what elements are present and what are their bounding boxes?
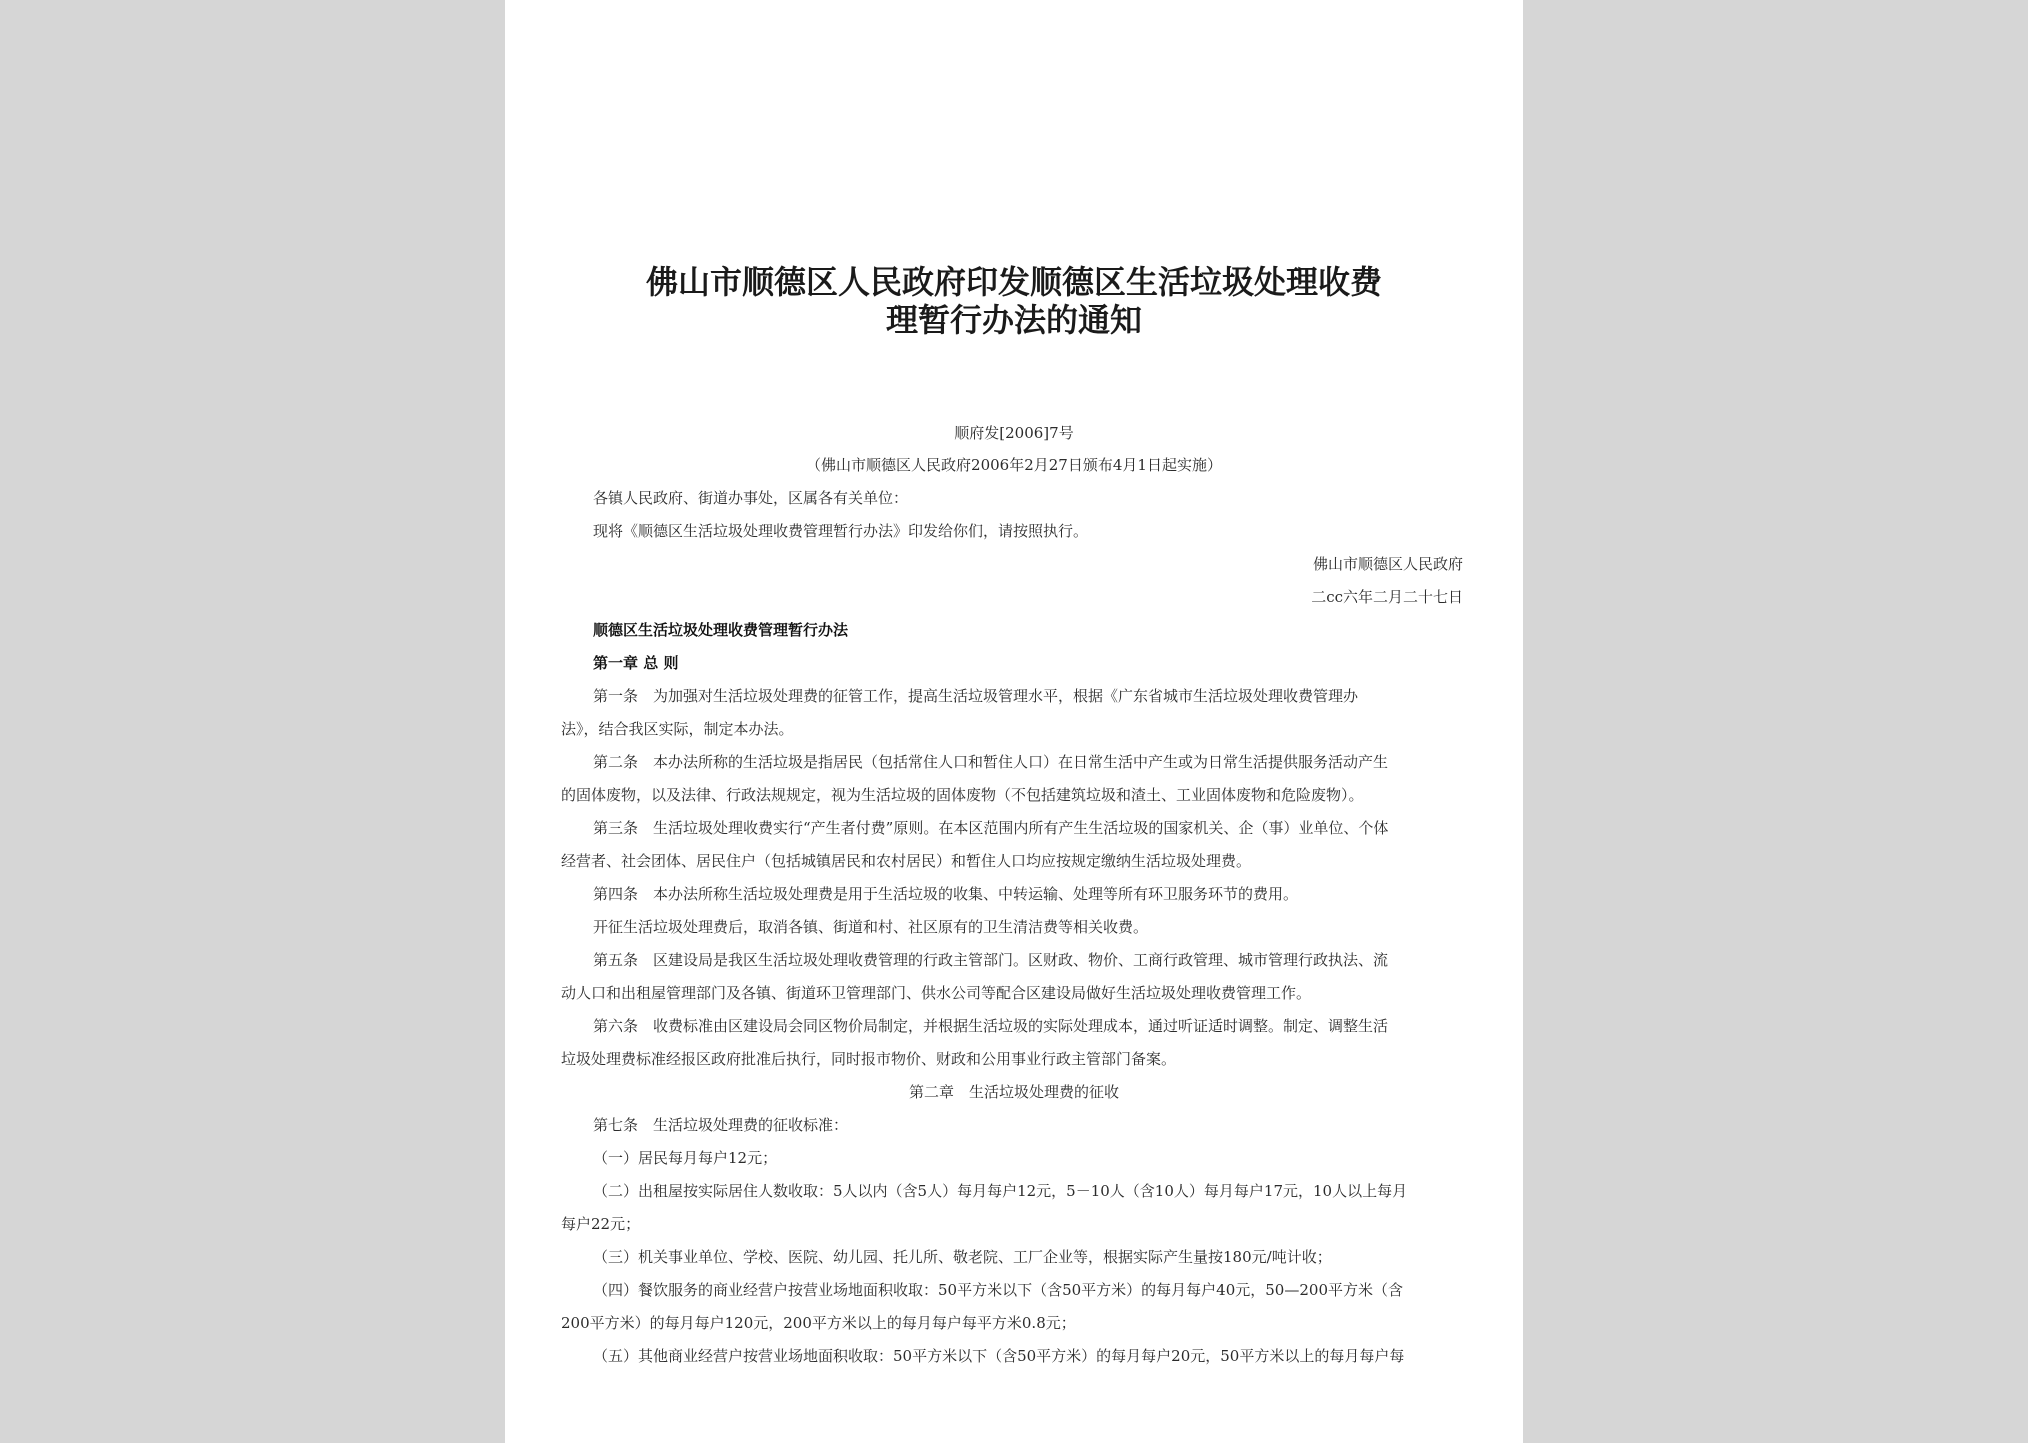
article7: 第七条 生活垃圾处理费的征收标准： <box>593 1116 849 1134</box>
fee-item-2-line1: （二）出租屋按实际居住人数收取：5人以内（含5人）每月每户12元，5－10人（含10人）每月每户17元，10人以上每月 <box>593 1182 1408 1200</box>
measures-title: 顺德区生活垃圾处理收费管理暂行办法 <box>593 621 849 639</box>
article3-line1: 第三条 生活垃圾处理收费实行“产生者付费”原则。在本区范围内所有产生生活垃圾的国家机关、企（事）业单位、个体 <box>593 819 1389 837</box>
fee-item-2-line2: 每户22元； <box>561 1215 641 1233</box>
fee-item-4-line1: （四）餐饮服务的商业经营户按营业场地面积收取：50平方米以下（含50平方米）的每月每户40元，50—200平方米（含 <box>593 1281 1403 1299</box>
article4-line2: 开征生活垃圾处理费后，取消各镇、街道和村、社区原有的卫生清洁费等相关收费。 <box>593 918 1149 936</box>
fee-item-1: （一）居民每月每户12元； <box>593 1149 778 1167</box>
chapter2-title: 第二章 生活垃圾处理费的征收 <box>908 1083 1119 1101</box>
article2-line1: 第二条 本办法所称的生活垃圾是指居民（包括常住人口和暂住人口）在日常生活中产生或为日常生活提供服务活动产生 <box>593 753 1389 771</box>
article4-line1: 第四条 本办法所称生活垃圾处理费是用于生活垃圾的收集、中转运输、处理等所有环卫服务环节的费用。 <box>593 885 1299 903</box>
article6-line2: 垃圾处理费标准经报区政府批准后执行，同时报市物价、财政和公用事业行政主管部门备案。 <box>561 1050 1177 1068</box>
fee-item-4-line2: 200平方米）的每月每户120元，200平方米以上的每月每户每平方米0.8元； <box>561 1314 1076 1332</box>
document-page <box>505 0 1523 1443</box>
article6-line1: 第六条 收费标准由区建设局会同区物价局制定，并根据生活垃圾的实际处理成本，通过听证适时调整。制定、调整生活 <box>593 1017 1389 1035</box>
signing-date: 二cc六年二月二十七日 <box>1311 588 1463 606</box>
issue-note: （佛山市顺德区人民政府2006年2月27日颁布4月1日起实施） <box>806 456 1222 474</box>
chapter1-title: 第一章 总 则 <box>593 654 679 672</box>
article5-line2: 动人口和出租屋管理部门及各镇、街道环卫管理部门、供水公司等配合区建设局做好生活垃圾处理收费管理工作。 <box>561 984 1312 1002</box>
intro-text: 现将《顺德区生活垃圾处理收费管理暂行办法》印发给你们，请按照执行。 <box>593 522 1089 540</box>
document-title-line1: 佛山市顺德区人民政府印发顺德区生活垃圾处理收费 <box>645 263 1382 301</box>
article3-line2: 经营者、社会团体、居民住户（包括城镇居民和农村居民）和暂住人口均应按规定缴纳生活垃圾处理费。 <box>561 852 1252 870</box>
signature: 佛山市顺德区人民政府 <box>1312 555 1463 573</box>
article5-line1: 第五条 区建设局是我区生活垃圾处理收费管理的行政主管部门。区财政、物价、工商行政管理、城市管理行政执法、流 <box>593 951 1389 969</box>
fee-item-5-line1: （五）其他商业经营户按营业场地面积收取：50平方米以下（含50平方米）的每月每户20元，50平方米以上的每月每户每 <box>593 1347 1405 1365</box>
addressee: 各镇人民政府、街道办事处，区属各有关单位： <box>593 489 909 507</box>
article2-line2: 的固体废物，以及法律、行政法规规定，视为生活垃圾的固体废物（不包括建筑垃圾和渣土、工业固体废物和危险废物）。 <box>561 786 1364 804</box>
fee-item-3: （三）机关事业单位、学校、医院、幼儿园、托儿所、敬老院、工厂企业等，根据实际产生量按180元/吨计收； <box>593 1248 1332 1266</box>
document-number: 顺府发[2006]7号 <box>954 424 1074 442</box>
article1-line1: 第一条 为加强对生活垃圾处理费的征管工作，提高生活垃圾管理水平，根据《广东省城市生活垃圾处理收费管理办 <box>593 687 1359 705</box>
article1-line2: 法》，结合我区实际，制定本办法。 <box>561 720 794 738</box>
document-title-line2: 理暂行办法的通知 <box>885 301 1142 339</box>
